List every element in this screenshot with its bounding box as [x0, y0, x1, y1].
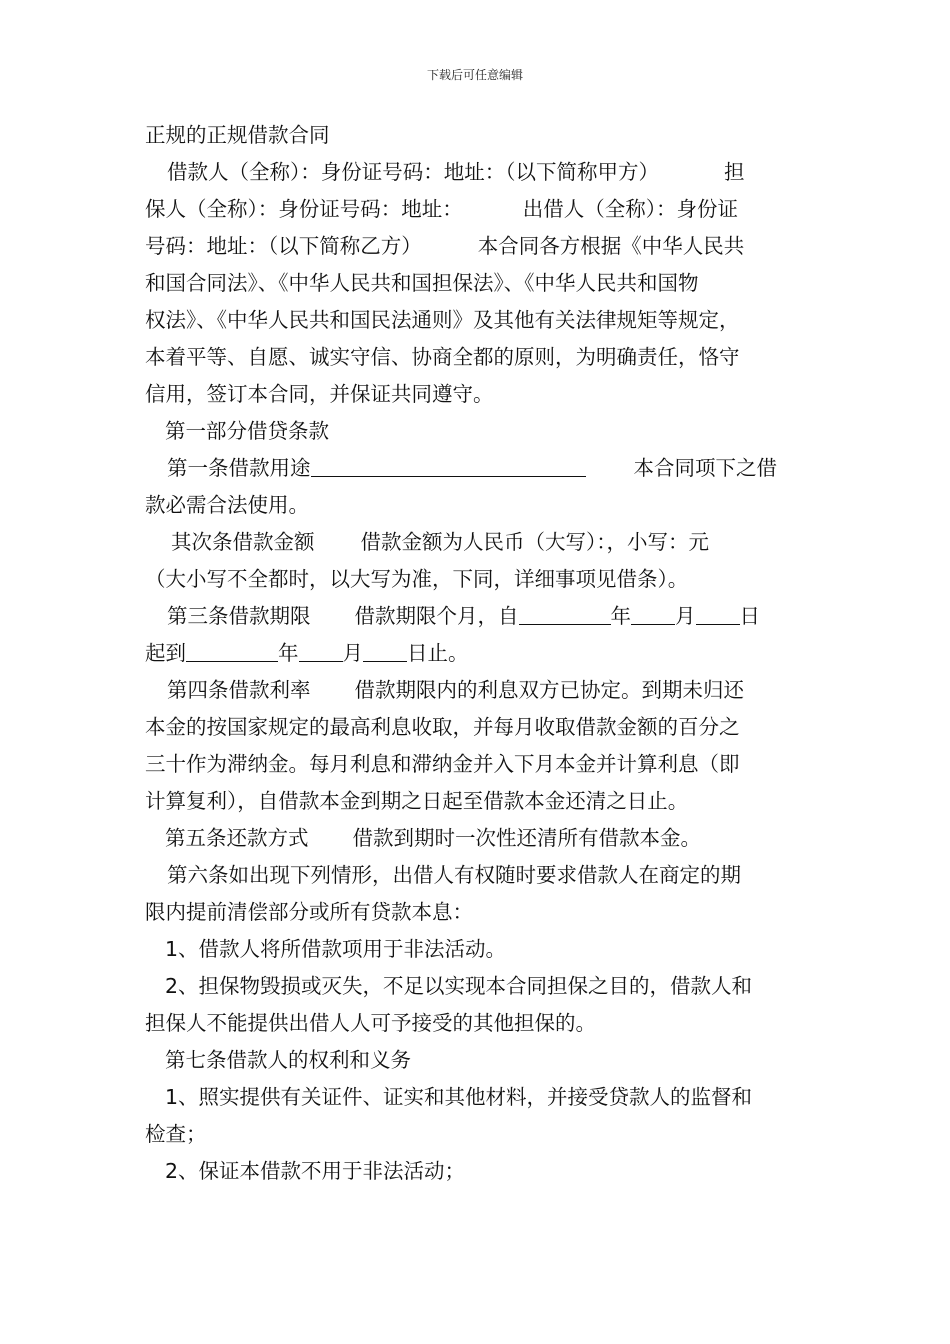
- paragraph-line: 款必需合法使用。: [145, 493, 309, 517]
- text-span: 第五条还款方式: [165, 826, 309, 850]
- paragraph-line: [145, 191, 810, 228]
- article-line: [145, 672, 810, 709]
- text-span: 借款期限个月，自: [354, 604, 519, 628]
- article-line: [145, 598, 810, 635]
- text-span: 第三条借款期限: [167, 604, 311, 628]
- text-span: 担: [724, 160, 745, 184]
- paragraph-line: 检查；: [145, 1122, 207, 1146]
- list-item: 1、照实提供有关证件、证实和其他材料，并接受贷款人的监督和: [165, 1085, 753, 1109]
- text-span: 日: [739, 604, 760, 628]
- article-line: [145, 820, 810, 857]
- article-line: [145, 524, 810, 561]
- text-span: 年: [278, 641, 299, 665]
- section-heading: 第一部分借贷条款: [165, 419, 329, 443]
- list-item: 1、借款人将所借款项用于非法活动。: [165, 937, 507, 961]
- text-span: 借款金额为人民币（大写）：，小写：元: [360, 530, 709, 554]
- paragraph-line: 权法》、《中华人民共和国民法通则》及其他有关法律规矩等规定，: [145, 308, 740, 332]
- text-span: 保人（全称）：身份证号码：地址：: [145, 197, 463, 221]
- paragraph-line: [145, 635, 810, 672]
- article-line: [145, 450, 810, 487]
- paragraph-line: 本着平等、自愿、诚实守信、协商全都的原则，为明确责任，恪守: [145, 345, 740, 369]
- paragraph-line: [145, 154, 810, 191]
- blank-underline: [186, 639, 278, 662]
- blank-underline: [519, 602, 611, 625]
- text-span: 借款人（全称）：身份证号码：地址：（以下简称甲方）: [167, 160, 659, 184]
- text-span: 年: [610, 604, 631, 628]
- text-span: 号码：地址：（以下简称乙方）: [145, 234, 422, 258]
- text-span: 本合同项下之借: [633, 456, 777, 480]
- text-span: 日止。: [407, 641, 469, 665]
- text-span: 出借人（全称）：身份证: [522, 197, 738, 221]
- article-line: 第六条如出现下列情形，出借人有权随时要求借款人在商定的期: [167, 863, 741, 887]
- text-span: 本合同各方根据《中华人民共: [477, 234, 745, 258]
- paragraph-line: 限内提前清偿部分或所有贷款本息：: [145, 900, 473, 924]
- text-span: 其次条借款金额: [171, 530, 315, 554]
- paragraph-line: 计算复利），自借款本金到期之日起至借款本金还清之日止。: [145, 789, 689, 813]
- paragraph-line: 本金的按国家规定的最高利息收取，并每月收取借款金额的百分之: [145, 715, 740, 739]
- text-span: 月: [342, 641, 363, 665]
- paragraph-line: 信用，签订本合同，并保证共同遵守。: [145, 382, 494, 406]
- paragraph-line: [145, 228, 810, 265]
- blank-underline: [696, 602, 740, 625]
- list-item: 2、保证本借款不用于非法活动；: [165, 1159, 466, 1183]
- paragraph-line: （大小写不全都时，以大写为准，下同，详细事项见借条）。: [145, 567, 689, 591]
- document-title: 正规的正规借款合同: [145, 123, 330, 147]
- text-span: 第四条借款利率: [167, 678, 311, 702]
- contract-body: [145, 117, 810, 1190]
- paragraph-line: 和国合同法》、《中华人民共和国担保法》、《中华人民共和国物: [145, 271, 699, 295]
- list-item: 2、担保物毁损或灭失，不足以实现本合同担保之目的，借款人和: [165, 974, 753, 998]
- blank-underline: [631, 602, 675, 625]
- text-span: 借款期限内的利息双方已协定。到期未归还: [354, 678, 744, 702]
- blank-underline: [363, 639, 407, 662]
- text-span: 借款到期时一次性还清所有借款本金。: [352, 826, 701, 850]
- text-span: 起到: [145, 641, 186, 665]
- blank-underline: [299, 639, 343, 662]
- article-line: 第七条借款人的权利和义务: [165, 1048, 411, 1072]
- paragraph-line: 三十作为滞纳金。每月利息和滞纳金并入下月本金并计算利息（即: [145, 752, 740, 776]
- text-span: 第一条借款用途: [167, 456, 311, 480]
- blank-underline: [311, 454, 586, 477]
- text-span: 月: [675, 604, 696, 628]
- page-header: 下载后可任意编辑: [426, 68, 523, 82]
- paragraph-line: 担保人不能提供出借人人可予接受的其他担保的。: [145, 1011, 596, 1035]
